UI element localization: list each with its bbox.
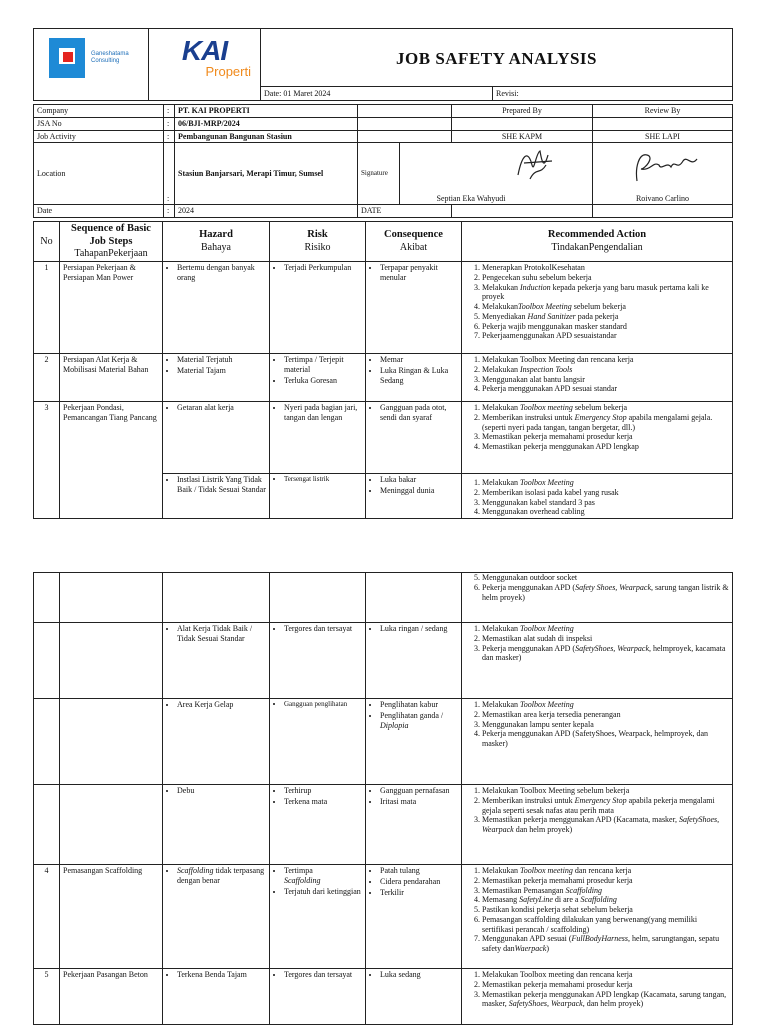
col-action: Recommended Action TindakanPengendalian <box>462 222 733 262</box>
risk-cell <box>270 402 366 474</box>
row-number: 4 <box>34 865 60 969</box>
consequence-item: • Memar <box>380 355 458 365</box>
risk-item: • Nyeri pada bagian jari, tangan dan lengan <box>284 403 362 423</box>
action-item: 2. Memberikan instruksi untuk Emergency Stop apabila pekerja mengalami gejala seperti sesak nafas atau perih mata <box>482 796 729 816</box>
action-item: 2. Memastikan area kerja tersedia penerangan <box>482 710 729 720</box>
table-header-row <box>34 222 733 262</box>
action-item: 2. Melakukan Inspection Tools <box>482 365 729 375</box>
action-item: 3. Memastikan pekerja menggunakan APD lengkap (Kacamata, sarung tangan, masker, SafetyShoes, Wearpack, dan helm proyek) <box>482 990 729 1010</box>
risk-cell <box>270 969 366 1025</box>
row-number: 3 <box>34 402 60 519</box>
action-item: 3. Memastikan pekerja memahami prosedur kerja <box>482 432 729 442</box>
hazard-item: • Debu <box>177 786 266 796</box>
hazard-cell <box>163 262 270 354</box>
hazard-cell <box>163 969 270 1025</box>
date-right-label: DATE <box>358 205 452 218</box>
action-item: 6. Pekerja menggunakan APD (Safety Shoes, Wearpack, sarung tangan listrik & helm proyek) <box>482 583 729 603</box>
consequence-cell <box>366 623 462 699</box>
job-step: Pekerjaan Pondasi, Pemancangan Tiang Pancang <box>60 402 163 519</box>
document-title: JOB SAFETY ANALYSIS <box>261 29 733 87</box>
risk-item: • Tertimpa / Terjepit material <box>284 355 362 375</box>
consequence-item: • Luka ringan / sedang <box>380 624 458 634</box>
risk-cell <box>270 354 366 402</box>
action-item: 4. MelakukanToolbox Meeting sebelum bekerja <box>482 302 729 312</box>
action-item: 4. Pekerja menggunakan APD (SafetyShoes, Wearpack, helmproyek, dan masker) <box>482 729 729 749</box>
colon: : <box>164 117 175 130</box>
jsa-value: 06/BJI-MRP/2024 <box>175 117 358 130</box>
consequence-item: • Penglihatan ganda / Diplopia <box>380 711 458 731</box>
consequence-cell <box>366 865 462 969</box>
action-item: 3. Menggunakan lampu senter kepala <box>482 720 729 730</box>
consequence-item: • Penglihatan kabur <box>380 700 458 710</box>
action-cell <box>462 262 733 354</box>
action-item: 2. Pengecekan suhu sebelum bekerja <box>482 273 729 283</box>
hazard-item: • Getaran alat kerja <box>177 403 266 413</box>
risk-cell <box>270 262 366 354</box>
job-step: Persiapan Alat Kerja & Mobilisasi Material Bahan <box>60 354 163 402</box>
ganesha-logo <box>34 29 149 87</box>
action-cell <box>462 865 733 969</box>
signer-1-name: Septian Eka Wahyudi <box>436 193 506 203</box>
action-item: 2. Memastikan pekerja memahami prosedur kerja <box>482 876 729 886</box>
action-item: 1. Melakukan Toolbox Meeting dan rencana kerja <box>482 355 729 365</box>
prepared-by-label: Prepared By <box>452 105 593 118</box>
consequence-item: • Gangguan pernafasan <box>380 786 458 796</box>
hazard-item: • Area Kerja Gelap <box>177 700 266 710</box>
action-item: 7. Menggunakan APD sesuai (FullBodyHarness, helm, sarungtangan, sepatu safety danWaerpack) <box>482 934 729 954</box>
risk-cell <box>270 623 366 699</box>
col-no: No <box>34 222 60 262</box>
action-item: 1. Melakukan Toolbox Meeting sebelum bekerja <box>482 786 729 796</box>
signature-box-2 <box>593 143 733 205</box>
action-item: 5. Menyediakan Hand Sanitizer pada pekerja <box>482 312 729 322</box>
table-row <box>34 969 733 1025</box>
date-value: 2024 <box>175 205 358 218</box>
action-cell <box>462 474 733 519</box>
action-item: 5. Pastikan kondisi pekerja sehat sebelum bekerja <box>482 905 729 915</box>
hazard-cell <box>163 623 270 699</box>
activity-value: Pembangunan Bangunan Stasiun <box>175 130 358 143</box>
action-item: 1. Melakukan Toolbox meeting sebelum bekerja <box>482 403 729 413</box>
risk-item: • Tertimpa Scaffolding <box>284 866 362 886</box>
action-item: 1. Melakukan Toolbox meeting dan rencana kerja <box>482 866 729 876</box>
hazard-item: • Alat Kerja Tidak Baik / Tidak Sesuai Standar <box>177 624 266 644</box>
colon: : <box>164 205 175 218</box>
location-label: Location <box>34 143 164 205</box>
ganesha-logo-subtext: Consulting <box>91 57 120 64</box>
hazard-cell <box>163 699 270 785</box>
action-item: 3. Menggunakan kabel standard 3 pas <box>482 498 729 508</box>
consequence-item: • Gangguan pada otot, sendi dan syaraf <box>380 403 458 423</box>
action-item: 1. Menerapkan ProtokolKesehatan <box>482 263 729 273</box>
action-item: 1. Melakukan Toolbox Meeting <box>482 700 729 710</box>
action-cell <box>462 785 733 865</box>
hazard-item: • Material Terjatuh <box>177 355 266 365</box>
job-step: Persiapan Pekerjaan & Persiapan Man Power <box>60 262 163 354</box>
action-item: 2. Memberikan isolasi pada kabel yang rusak <box>482 488 729 498</box>
signature-2-image <box>631 147 701 187</box>
col-sequence: Sequence of Basic Job Steps TahapanPekerjaan <box>60 222 163 262</box>
action-cell <box>462 354 733 402</box>
consequence-item: • Meninggal dunia <box>380 486 458 496</box>
consequence-cell <box>366 785 462 865</box>
action-item: 4. Memasang SafetyLine di are a Scaffolding <box>482 895 729 905</box>
company-label: Company <box>34 105 164 118</box>
consequence-item: • Terpapar penyakit menular <box>380 263 458 283</box>
consequence-cell <box>366 474 462 519</box>
table-row <box>34 623 733 699</box>
table-row <box>34 865 733 969</box>
location-value: Stasiun Banjarsari, Merapi Timur, Sumsel <box>175 143 358 205</box>
row-number: 2 <box>34 354 60 402</box>
consequence-item: • Patah tulang <box>380 866 458 876</box>
jsa-label: JSA No <box>34 117 164 130</box>
consequence-cell <box>366 402 462 474</box>
risk-item: • Terjadi Perkumpulan <box>284 263 362 273</box>
col-hazard: Hazard Bahaya <box>163 222 270 262</box>
kai-logo-text: KAI <box>181 35 228 67</box>
hazard-cell <box>163 474 270 519</box>
hazard-cell <box>163 402 270 474</box>
consequence-item: • Luka sedang <box>380 970 458 980</box>
header-table <box>33 28 733 101</box>
action-cell <box>462 699 733 785</box>
action-item: 2. Memastikan pekerja memahami prosedur kerja <box>482 980 729 990</box>
action-item: 5. Menggunakan outdoor socket <box>482 573 729 583</box>
consequence-item: • Cidera pendarahan <box>380 877 458 887</box>
kai-logo-subtext: Properti <box>205 64 251 80</box>
consequence-item: • Luka Ringan & Luka Sedang <box>380 366 458 386</box>
jsa-main-table <box>33 221 733 519</box>
signature-box-1 <box>436 143 593 205</box>
col-risk: Risk Risiko <box>270 222 366 262</box>
consequence-item: • Iritasi mata <box>380 797 458 807</box>
action-item: 3. Memastikan Pemasangan Scaffolding <box>482 886 729 896</box>
action-item: 7. Pekerjaamenggunakan APD sesuaistandar <box>482 331 729 341</box>
table-row <box>34 402 733 474</box>
hazard-item: • Material Tajam <box>177 366 266 376</box>
action-item: 3. Pekerja menggunakan APD (SafetyShoes, Wearpack, helmproyek, kacamata dan masker) <box>482 644 729 664</box>
risk-item: • Terkena mata <box>284 797 362 807</box>
consequence-item: • Terkilir <box>380 888 458 898</box>
risk-item: • Terluka Goresan <box>284 376 362 386</box>
review-by-label: Review By <box>593 105 733 118</box>
row-number: 5 <box>34 969 60 1025</box>
action-cell <box>462 402 733 474</box>
activity-label: Job Activity <box>34 130 164 143</box>
colon: : <box>164 105 175 118</box>
risk-item: • Terhirup <box>284 786 362 796</box>
job-step: Pemasangan Scaffolding <box>60 865 163 969</box>
risk-item: • Tergores dan tersayat <box>284 624 362 634</box>
table-row <box>34 699 733 785</box>
hazard-item: • Scaffolding tidak terpasang dengan benar <box>177 866 266 886</box>
signer-2-name: Roivano Carlino <box>635 193 690 203</box>
colon: : <box>164 143 175 205</box>
risk-item: • Tergores dan tersayat <box>284 970 362 980</box>
action-item: 4. Pekerja menggunakan APD sesuai standar <box>482 384 729 394</box>
she-kapm-label: SHE KAPM <box>452 130 593 143</box>
action-item: 1. Melakukan Toolbox Meeting <box>482 478 729 488</box>
ganesha-logo-text: Ganeshatama <box>91 50 129 57</box>
row-number: 1 <box>34 262 60 354</box>
consequence-item: • Luka bakar <box>380 475 458 485</box>
risk-cell <box>270 785 366 865</box>
action-item: 6. Pekerja wajib menggunakan masker standard <box>482 322 729 332</box>
action-cell <box>462 573 733 623</box>
table-row <box>34 785 733 865</box>
action-item: 4. Memastikan pekerja menggunakan APD lengkap <box>482 442 729 452</box>
table-row <box>34 262 733 354</box>
hazard-cell <box>163 354 270 402</box>
company-value: PT. KAI PROPERTI <box>175 105 358 118</box>
risk-item: • Terjatuh dari ketinggian <box>284 887 362 897</box>
action-item: 6. Pemasangan scaffolding dilakukan yang berwenang(yang memiliki sertifikasi perancah / scaffolding) <box>482 915 729 935</box>
action-item: 3. Memastikan pekerja menggunakan APD (Kacamata, masker, SafetyShoes, Wearpack dan helm proyek) <box>482 815 729 835</box>
hazard-item: • Bertemu dengan banyak orang <box>177 263 266 283</box>
info-table <box>33 104 733 218</box>
consequence-cell <box>366 699 462 785</box>
risk-cell <box>270 474 366 519</box>
hazard-cell <box>163 785 270 865</box>
table-row <box>34 573 733 623</box>
she-lapi-label: SHE LAPI <box>593 130 733 143</box>
risk-item: • Gangguan penglihatan <box>284 700 362 709</box>
kai-logo <box>149 29 261 87</box>
colon: : <box>164 130 175 143</box>
job-step: Pekerjaan Pasangan Beton <box>60 969 163 1025</box>
signature-label: Signature <box>358 143 400 205</box>
col-consequence: Consequence Akibat <box>366 222 462 262</box>
action-item: 1. Melakukan Toolbox Meeting <box>482 624 729 634</box>
action-cell <box>462 623 733 699</box>
consequence-cell <box>366 354 462 402</box>
action-cell <box>462 969 733 1025</box>
action-item: 4. Menggunakan overhead cabling <box>482 507 729 517</box>
hazard-cell <box>163 865 270 969</box>
hazard-item: • Instlasi Listrik Yang Tidak Baik / Tidak Sesuai Standar <box>177 475 266 495</box>
date-label: Date <box>34 205 164 218</box>
consequence-cell <box>366 969 462 1025</box>
action-item: 1. Melakukan Toolbox meeting dan rencana kerja <box>482 970 729 980</box>
action-item: 2. Memberikan instruksi untuk Emergency Stop apabila mengalami gejala. (seperti nyeri pada tangan, tangan bergetar, dll.) <box>482 413 729 433</box>
risk-item: • Tersengat listrik <box>284 475 362 484</box>
consequence-cell <box>366 262 462 354</box>
signature-1-image <box>510 145 560 185</box>
risk-cell <box>270 699 366 785</box>
action-item: 2. Memastikan alat sudah di inspeksi <box>482 634 729 644</box>
action-item: 3. Melakukan Induction kepada pekerja yang baru masuk pertama kali ke proyek <box>482 283 729 303</box>
action-item: 3. Menggunakan alat bantu langsir <box>482 375 729 385</box>
document-date: Date: 01 Maret 2024 <box>261 87 493 101</box>
hazard-item: • Terkena Benda Tajam <box>177 970 266 980</box>
ganesha-logo-icon <box>47 36 87 80</box>
jsa-continuation-table <box>33 572 733 1025</box>
document-revision: Revisi: <box>493 87 733 101</box>
risk-cell <box>270 865 366 969</box>
table-row <box>34 354 733 402</box>
